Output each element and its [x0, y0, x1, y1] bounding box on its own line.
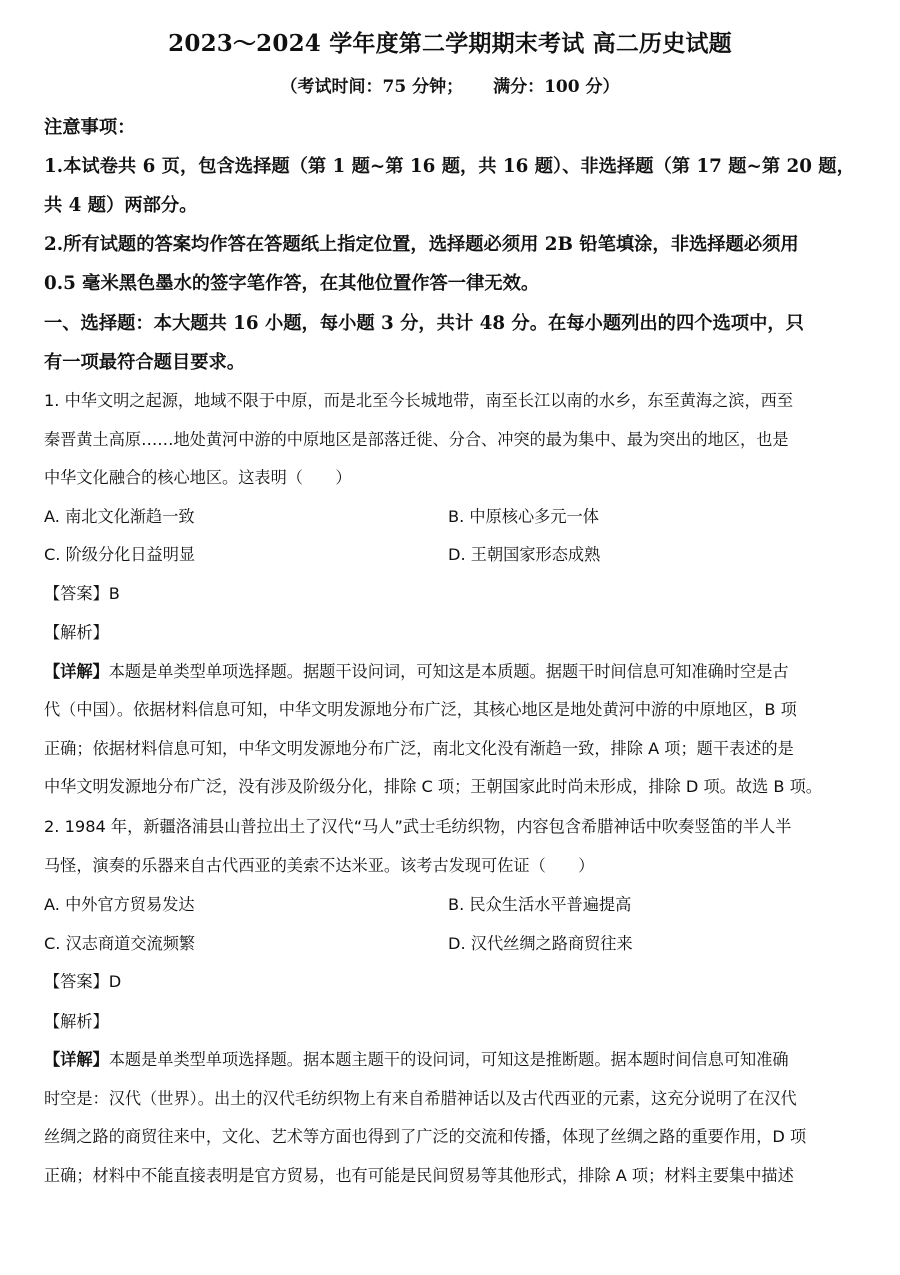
notes-line: 0.5 毫米黑色墨水的签字笔作答，在其他位置作答一律无效。 — [44, 273, 540, 294]
notes-heading: 注意事项： — [44, 117, 136, 138]
question-2-analysis-label: 【解析】 — [44, 1012, 109, 1031]
question-2-detail — [44, 1047, 864, 1073]
answer-label: 【答案】 — [44, 584, 109, 603]
question-1-detail: 中华文明发源地分布广泛，没有涉及阶级分化，排除 C 项；王朝国家此时尚未形成，排除 D 项。故选 B 项。 — [44, 777, 822, 796]
answer-value: D — [108, 972, 122, 991]
notes-line: 1.本试卷共 6 页，包含选择题（第 1 题~第 16 题，共 16 题）、非选择题（第 17 题~第 20 题， — [44, 156, 855, 177]
question-2-detail: 正确；材料中不能直接表明是官方贸易，也有可能是民间贸易等其他形式，排除 A 项；材料主要集中描述 — [44, 1166, 794, 1185]
exam-time: （考试时间：75 分钟； — [280, 77, 464, 97]
section-heading: 有一项最符合题目要求。 — [44, 352, 246, 373]
detail-label: 【详解】 — [44, 1050, 109, 1069]
question-1-option-d[interactable]: D. 王朝国家形态成熟 — [448, 545, 601, 564]
question-1-stem: 1. 中华文明之起源，地域不限于中原，而是北至今长城地带，南至长江以南的水乡，东至黄海之滨，西至 — [44, 391, 794, 410]
detail-label: 【详解】 — [44, 662, 109, 681]
question-2-detail: 丝绸之路的商贸往来中，文化、艺术等方面也得到了广泛的交流和传播，体现了丝绸之路的重要作用，D 项 — [44, 1127, 807, 1146]
question-1-detail — [44, 659, 864, 685]
question-1-option-c[interactable]: C. 阶级分化日益明显 — [44, 545, 196, 564]
question-2-option-d[interactable]: D. 汉代丝绸之路商贸往来 — [448, 934, 633, 953]
question-2-detail: 时空是：汉代（世界）。出土的汉代毛纺织物上有来自希腊神话以及古代西亚的元素，这充分说明了在汉代 — [44, 1089, 797, 1108]
exam-title: 2023～2024 学年度第二学期期末考试 高二历史试题 — [168, 30, 732, 57]
question-1-detail: 正确；依据材料信息可知，中华文明发源地分布广泛，南北文化没有渐趋一致，排除 A 项；题干表述的是 — [44, 739, 794, 758]
question-1-answer — [44, 581, 120, 607]
exam-subtitle — [0, 74, 900, 100]
answer-value: B — [108, 584, 120, 603]
question-1-option-b[interactable]: B. 中原核心多元一体 — [448, 507, 599, 526]
answer-label: 【答案】 — [44, 972, 109, 991]
question-2-stem: 2. 1984 年，新疆洛浦县山普拉出土了汉代“马人”武士毛纺织物，内容包含希腊神话中吹奏竖笛的半人半 — [44, 817, 792, 836]
detail-text: 本题是单类型单项选择题。据本题主题干的设问词，可知这是推断题。据本题时间信息可知准确 — [108, 1050, 789, 1069]
question-1-analysis-label: 【解析】 — [44, 623, 109, 642]
question-1-detail: 代（中国）。依据材料信息可知，中华文明发源地分布广泛，其核心地区是地处黄河中游的中原地区，B 项 — [44, 700, 797, 719]
question-1-stem: 秦晋黄土高原……地处黄河中游的中原地区是部落迁徙、分合、冲突的最为集中、最为突出的地区，也是 — [44, 430, 789, 449]
notes-line: 2.所有试题的答案均作答在答题纸上指定位置，选择题必须用 2B 铅笔填涂，非选择题必须用 — [44, 234, 799, 255]
question-2-answer — [44, 969, 121, 995]
question-1-stem: 中华文化融合的核心地区。这表明（ ） — [44, 468, 352, 487]
question-2-option-c[interactable]: C. 汉志商道交流频繁 — [44, 934, 196, 953]
full-score: 满分：100 分） — [493, 77, 620, 97]
detail-text: 本题是单类型单项选择题。据题干设问词，可知这是本质题。据题干时间信息可知准确时空是古 — [108, 662, 789, 681]
question-1-option-a[interactable]: A. 南北文化渐趋一致 — [44, 507, 195, 526]
notes-line: 共 4 题）两部分。 — [44, 195, 198, 216]
question-2-stem: 马怪，演奏的乐器来自古代西亚的美索不达米亚。该考古发现可佐证（ ） — [44, 856, 595, 875]
section-heading: 一、选择题：本大题共 16 小题，每小题 3 分，共计 48 分。在每小题列出的四个选项中，只 — [44, 313, 804, 334]
question-2-option-a[interactable]: A. 中外官方贸易发达 — [44, 895, 195, 914]
question-2-option-b[interactable]: B. 民众生活水平普遍提高 — [448, 895, 632, 914]
